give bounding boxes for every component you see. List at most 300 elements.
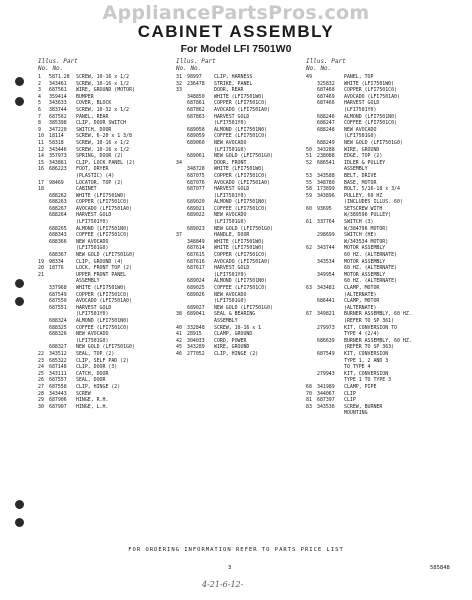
illus-number (176, 305, 187, 312)
part-row (306, 153, 446, 160)
part-description: CLIP (344, 390, 356, 397)
part-row (176, 344, 304, 351)
illus-number: 28 (38, 390, 44, 397)
part-row (38, 364, 166, 371)
part-row (176, 305, 304, 312)
part-description: WHITE (LFI7501W0) (76, 192, 127, 199)
part-row (38, 265, 166, 272)
illus-number: 29 (38, 397, 44, 404)
illus-number (306, 292, 317, 299)
part-number: 337764 (317, 219, 335, 226)
illus-number (38, 344, 49, 351)
part-number: 279973 (317, 324, 335, 331)
part-description: CLAMP, PIPE (344, 383, 377, 390)
illus-number (176, 206, 187, 213)
part-row (176, 180, 304, 187)
part-description: SCREW, 10-16 x 1 (214, 324, 262, 331)
part-description: WIRE, GROUND (344, 146, 380, 153)
part-number: 344067 (317, 390, 335, 397)
part-number: 687861 (187, 100, 205, 107)
part-row (306, 351, 446, 358)
part-number: 383744 (49, 106, 67, 113)
part-number: 93695 (317, 205, 332, 212)
part-number: 28915 (187, 331, 202, 338)
part-description: SCREW, BURNER (344, 403, 383, 410)
illus-number (176, 107, 187, 114)
part-number: 343289 (187, 344, 205, 351)
illus-number: 46 (176, 350, 182, 357)
part-number: 18114 (49, 133, 64, 140)
part-description: SPRING, DOOR (2) (76, 153, 124, 160)
illus-number (176, 245, 187, 252)
part-row (306, 100, 446, 107)
part-description: (LFI7501G0) (76, 245, 109, 252)
part-number: 689059 (187, 133, 205, 140)
part-number: 348780 (317, 179, 335, 186)
part-description: CLIP (344, 397, 356, 404)
part-row (306, 338, 446, 345)
part-row (306, 160, 446, 167)
part-row (306, 358, 446, 365)
part-description: MOTOR ASSEMBLY (344, 258, 386, 265)
illus-number (306, 100, 317, 107)
illus-number (306, 278, 317, 285)
illus-number: 17 (38, 179, 44, 186)
part-number: 343588 (317, 172, 335, 179)
part-description: SCREW, 10-16 x 1/2 (76, 139, 129, 146)
part-description: 60 HZ. (ALTERNATE) (344, 252, 397, 259)
illus-number (38, 206, 49, 213)
part-number: 687616 (187, 258, 205, 265)
part-description: COPPER (LFI7501C0) (214, 172, 267, 179)
part-number (317, 133, 344, 140)
part-description: HINGE, R.H. (76, 397, 109, 404)
part-row (306, 318, 446, 325)
part-row (176, 219, 304, 226)
part-description: W/343534 MOTOR) (344, 238, 389, 245)
part-row (38, 377, 166, 384)
part-description: CLIP, LOCK PANEL (2) (76, 159, 135, 166)
part-row (306, 193, 446, 200)
part-description: CLIP, SELF PAD (2) (76, 357, 129, 364)
part-number: 98334 (49, 258, 64, 265)
part-number: 687468 (317, 87, 335, 94)
part-description: (LFI7501Y0) (344, 106, 377, 113)
part-number: 687549 (49, 291, 67, 298)
illus-number: 37 (176, 232, 182, 239)
part-number: 687862 (187, 106, 205, 113)
part-number: 687614 (187, 245, 205, 252)
part-number (187, 87, 214, 94)
part-number (49, 245, 76, 252)
illus-number (38, 219, 49, 226)
part-description: 60 HZ. (ALTERNATE) (344, 278, 397, 285)
part-number (317, 265, 344, 272)
part-description: COFFEE (LFI7501C0) (76, 232, 129, 239)
part-number (187, 232, 214, 239)
illus-number (38, 285, 49, 292)
ordering-footer: FOR ORDERING INFORMATION REFER TO PARTS PRICE LIST (128, 547, 344, 553)
part-row (176, 193, 304, 200)
part-description: NEW AVOCADO (214, 212, 247, 219)
part-number: 688249 (317, 139, 335, 146)
part-number: 343536 (317, 403, 335, 410)
part-row (306, 239, 446, 246)
part-description: (REFER TO SP 363) (344, 344, 395, 351)
part-number: 688246 (317, 113, 335, 120)
part-description: TYPE 1, 2 AND 3 (344, 357, 389, 364)
part-description: SETSCREW WITH (344, 205, 383, 212)
part-row (38, 219, 166, 226)
illus-number (176, 285, 187, 292)
illus-number: 5 (38, 100, 41, 107)
part-description: (LFI7501G0) (214, 219, 247, 226)
column-header: Illus. Part No. No. (306, 58, 346, 72)
illus-number (306, 259, 317, 266)
binder-hole-6 (15, 518, 24, 527)
illus-number: 60 (306, 205, 312, 212)
part-row (306, 259, 446, 266)
part-number (317, 74, 344, 81)
part-number: 348849 (187, 238, 205, 245)
part-number: 688367 (49, 252, 67, 259)
part-row (306, 278, 446, 285)
illus-number (306, 87, 317, 94)
illus-number: 41 (176, 331, 182, 338)
illus-number: 68 (306, 383, 312, 390)
part-row (38, 272, 166, 279)
part-number: 688264 (49, 212, 67, 219)
part-row (306, 364, 446, 371)
part-description: BELT, DRIVE (344, 172, 377, 179)
part-row (38, 252, 166, 259)
illus-number (38, 193, 49, 200)
part-number: 689025 (187, 285, 205, 291)
page-title: CABINET ASSEMBLY (137, 22, 335, 41)
part-number: 689041 (187, 311, 205, 318)
illus-number: 63 (306, 285, 312, 291)
part-row (176, 292, 304, 299)
part-description: SCREW, 10-32 x 1/2 (76, 106, 129, 113)
illus-number: 40 (176, 324, 182, 331)
illus-number (306, 114, 317, 121)
part-row (306, 212, 446, 219)
part-row (38, 74, 166, 81)
part-description: COFFEE (LFI7501C0) (344, 120, 397, 127)
illus-number: 10 (38, 133, 44, 140)
part-number (317, 344, 344, 351)
part-row (38, 87, 166, 94)
binder-hole-1 (15, 77, 24, 86)
part-number (187, 120, 214, 127)
illus-number: 59 (306, 192, 312, 199)
part-row (38, 325, 166, 332)
part-description: SEAL, DOOR (76, 377, 106, 384)
part-description: NEW GOLD (LFI7501G0) (344, 139, 403, 146)
part-row (38, 120, 166, 127)
part-description: COPPER (LFI7501C0) (76, 291, 129, 298)
part-row (306, 344, 446, 351)
part-number: 687549 (317, 350, 335, 357)
illus-number (176, 259, 187, 266)
part-description: SCREW, 10-16 x 1/2 (76, 146, 129, 153)
illus-number (306, 305, 317, 312)
illus-number: 49 (306, 74, 312, 80)
part-row (38, 107, 166, 114)
illus-number: 22 (38, 350, 44, 357)
illus-number (306, 364, 317, 371)
part-row (176, 81, 304, 88)
part-row (38, 278, 166, 285)
illus-number (306, 81, 317, 88)
part-row (176, 166, 304, 173)
part-row (306, 331, 446, 338)
part-description: NEW AVOCADO (344, 126, 377, 133)
part-number: 689022 (187, 212, 205, 219)
part-row (306, 391, 446, 398)
part-description: W/389596 PULLEY) (344, 212, 392, 219)
part-row (306, 305, 446, 312)
illus-number (38, 232, 49, 239)
part-number (49, 219, 76, 226)
part-row (38, 180, 166, 187)
column-header: Illus. Part No. No. (176, 58, 216, 72)
illus-number (176, 318, 187, 325)
part-description: ASSEMBLY (76, 278, 100, 285)
illus-number (176, 226, 187, 233)
part-row (38, 94, 166, 101)
part-number: 343633 (49, 100, 67, 107)
part-description: COFFEE (LFI7501C0) (214, 205, 267, 212)
part-row (176, 147, 304, 154)
part-number: 173899 (317, 186, 335, 193)
binder-hole-2 (15, 97, 24, 106)
part-number: 687615 (187, 252, 205, 259)
part-number (317, 212, 344, 219)
part-description: NEW AVOCADO (214, 139, 247, 146)
part-description: WHITE (LFI7501W0) (344, 80, 395, 87)
part-description: WIRE, GROUND (214, 344, 250, 351)
part-number: 341989 (317, 383, 335, 390)
part-row (176, 325, 304, 332)
part-description: HARVEST GOLD (344, 100, 380, 107)
part-number: 689020 (187, 199, 205, 206)
part-row (306, 206, 446, 213)
part-row (306, 81, 446, 88)
part-row (306, 232, 446, 239)
illus-number: 4 (38, 93, 41, 100)
part-description: KIT, CONVERSION TO (344, 324, 397, 331)
illus-number (306, 344, 317, 351)
part-description: TO TYPE 4 (344, 364, 371, 371)
part-number (187, 147, 214, 154)
part-row (38, 153, 166, 160)
part-number: 686441 (317, 298, 335, 305)
illus-number (306, 410, 317, 417)
part-row (176, 298, 304, 305)
part-number: 5871.28 (49, 74, 70, 80)
illus-number: 83 (306, 403, 312, 410)
part-row (176, 100, 304, 107)
illus-number: 14 (38, 153, 44, 160)
part-description: ALMOND (LFI7501N0) (214, 199, 267, 206)
illus-number: 42 (176, 337, 182, 344)
part-number: 238088 (317, 153, 335, 160)
part-row (38, 318, 166, 325)
part-description: TYPE 4 (2/4) (344, 331, 380, 338)
part-row (176, 331, 304, 338)
illus-number (38, 325, 49, 332)
illus-number (38, 331, 49, 338)
part-number: 687558 (49, 383, 67, 390)
parts-column-1 (38, 58, 166, 410)
part-number: 348850 (187, 93, 205, 100)
part-description: SWITCH (HE) (344, 232, 377, 239)
part-number (317, 410, 344, 417)
illus-number: 24 (38, 364, 44, 371)
part-description: BASE, MOTOR (344, 179, 377, 186)
illus-number: 23 (38, 357, 44, 364)
illus-number (38, 318, 49, 325)
part-number (317, 107, 344, 114)
part-row (176, 120, 304, 127)
illus-number: 25 (38, 370, 44, 377)
part-number: 687076 (187, 179, 205, 186)
part-description: WHITE (LFI7501W0) (214, 166, 265, 173)
part-number: 348728 (187, 166, 205, 173)
part-number (317, 364, 344, 371)
part-description: ALMOND (LFI7501N0) (76, 317, 129, 324)
part-description: ALMOND (LFI7501N0) (214, 126, 267, 133)
part-row (38, 147, 166, 154)
illus-number (306, 107, 317, 114)
part-number (317, 252, 344, 259)
part-number: 687863 (187, 113, 205, 120)
illus-number: 27 (38, 383, 44, 390)
part-description: COPPER (LFI7501C0) (214, 100, 267, 107)
part-row (306, 245, 446, 252)
part-row (38, 397, 166, 404)
part-row (306, 166, 446, 173)
part-row (176, 259, 304, 266)
part-description: ALMOND (LFI7501N0) (76, 225, 129, 232)
part-number: 687551 (49, 304, 67, 311)
part-description: AVOCADO (LFI7501A0) (214, 106, 270, 113)
part-number (49, 278, 76, 285)
part-description: CLAMP, GROUND (214, 331, 253, 338)
illus-number (38, 305, 49, 312)
part-row (306, 272, 446, 279)
part-description: CATCH, DOOR (76, 370, 109, 377)
part-row (38, 127, 166, 134)
illus-number: 33 (176, 87, 182, 94)
part-number: 688343 (49, 232, 67, 239)
part-description: NEW AVOCADO (76, 331, 109, 338)
part-row (306, 87, 446, 94)
part-row (38, 133, 166, 140)
part-number: 687562 (49, 113, 67, 120)
part-description: STRIKE, PANEL (214, 80, 253, 87)
part-description: HANDLE, DOOR (214, 232, 250, 239)
part-description: MOUNTING (344, 410, 368, 417)
part-row (38, 358, 166, 365)
illus-number (176, 133, 187, 140)
illus-number (306, 272, 317, 279)
part-description: SWITCH, DOOR (76, 126, 112, 133)
illus-number (38, 252, 49, 259)
part-description: (LFI7501Y0) (76, 311, 109, 318)
part-description: KIT, CONVERSION (344, 370, 389, 377)
part-description: UPPER FRONT PANEL (76, 271, 127, 278)
illus-number: 16 (38, 166, 44, 173)
illus-number: 19 (38, 258, 44, 265)
part-row (38, 81, 166, 88)
part-row (306, 285, 446, 292)
illus-number (176, 140, 187, 147)
illus-number (38, 199, 49, 206)
part-row (176, 206, 304, 213)
illus-number: 31 (176, 74, 182, 80)
illus-number: 81 (306, 397, 312, 404)
illus-number (306, 377, 317, 384)
part-row (176, 114, 304, 121)
part-description: (LFI7501Y0) (76, 219, 109, 226)
part-row (306, 94, 446, 101)
illus-number (306, 331, 317, 338)
part-row (306, 120, 446, 127)
illus-number: 34 (176, 159, 182, 166)
part-number: 349954 (317, 271, 335, 278)
part-row (38, 311, 166, 318)
part-number (187, 219, 214, 226)
part-number (187, 160, 214, 167)
part-number: 359414 (49, 93, 67, 100)
part-number: 686223 (49, 166, 67, 173)
part-number (49, 173, 76, 180)
part-row (38, 160, 166, 167)
part-row (176, 272, 304, 279)
part-description: (INCLUDES ILLUS. 60) (344, 199, 403, 206)
illus-number (306, 94, 317, 101)
illus-number (176, 114, 187, 121)
part-row (176, 153, 304, 160)
part-description: NEW GOLD (LFI7501G0) (76, 252, 135, 259)
illus-number: 11 (38, 139, 44, 146)
part-number: 343443 (49, 390, 67, 397)
part-row (38, 226, 166, 233)
part-description: COFFEE (LFI7501C0) (214, 133, 267, 140)
part-number: 688325 (49, 324, 67, 331)
part-number: 687075 (187, 172, 205, 179)
part-row (38, 193, 166, 200)
part-description: SEAL, TOP (2) (76, 350, 115, 357)
illus-number (306, 351, 317, 358)
part-description: (LFI7501G0) (214, 146, 247, 153)
part-number: 298699 (317, 232, 335, 239)
illus-number (176, 239, 187, 246)
part-description: CLIP, DOOR (3) (76, 364, 118, 371)
part-number (317, 166, 344, 173)
illus-number (306, 127, 317, 134)
illus-number (176, 219, 187, 226)
part-description: COPPER (LFI7501C0) (76, 199, 129, 206)
part-number: 688267 (49, 205, 67, 212)
part-row (306, 173, 446, 180)
part-description: SCREW, 10-16 x 1/2 (76, 74, 129, 80)
illus-number (38, 338, 49, 345)
part-row (306, 140, 446, 147)
part-description: HARVEST GOLD (214, 113, 250, 120)
